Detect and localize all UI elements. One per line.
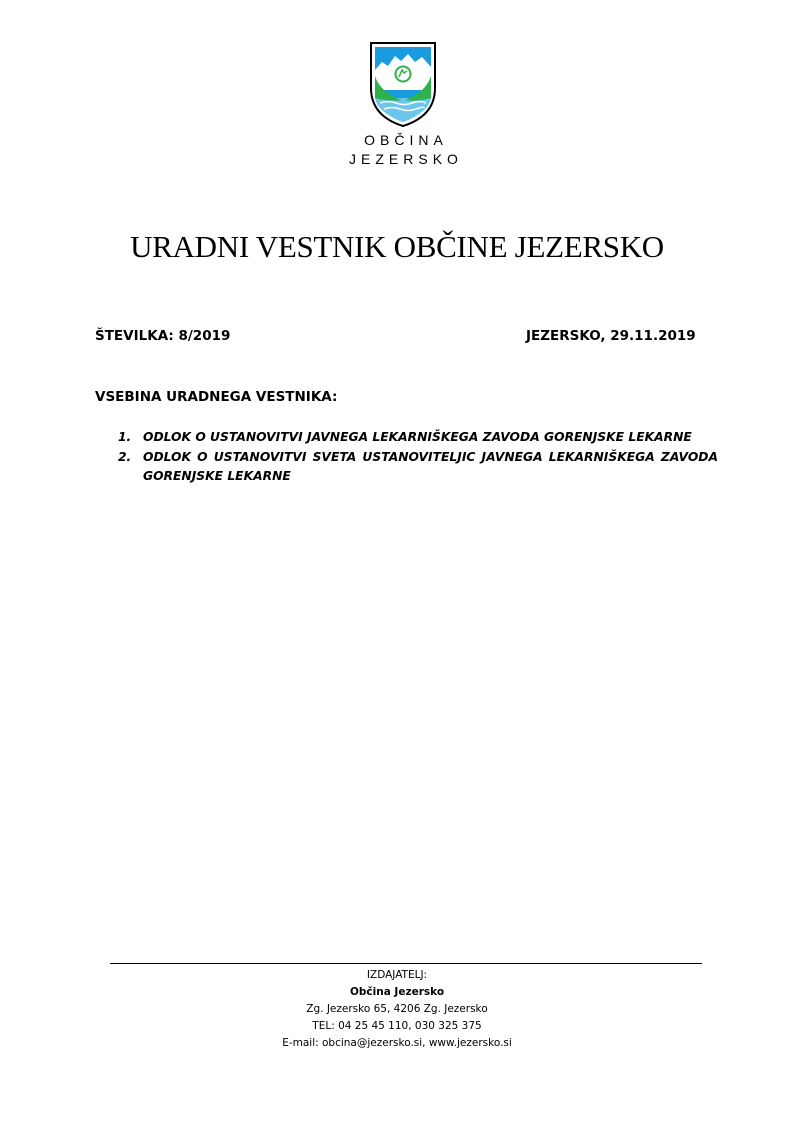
- issue-number: ŠTEVILKA: 8/2019: [95, 328, 231, 344]
- publisher-address: Zg. Jezersko 65, 4206 Zg. Jezersko: [306, 1003, 488, 1015]
- place-and-date: JEZERSKO, 29.11.2019: [526, 328, 696, 344]
- publisher-email-web: E-mail: obcina@jezersko.si, www.jezersko.si: [282, 1037, 512, 1049]
- publisher-name: Občina Jezersko: [349, 986, 445, 998]
- list-item: [118, 428, 718, 448]
- municipality-name-line1: OBČINA: [364, 132, 448, 148]
- list-item-number: 1.: [118, 430, 132, 444]
- list-item: [118, 448, 718, 487]
- publisher-phone: TEL: 04 25 45 110, 030 325 375: [312, 1020, 482, 1032]
- footer: [0, 967, 794, 1052]
- coat-of-arms-icon: [368, 40, 438, 128]
- contents-list: [118, 428, 718, 487]
- contents-heading: VSEBINA URADNEGA VESTNIKA:: [95, 389, 338, 405]
- list-item-text: ODLOK O USTANOVITVI SVETA USTANOVITELJIC JAVNEGA LEKARNIŠKEGA ZAVODA GORENJSKE LEKARNE: [143, 449, 718, 483]
- publisher-label: IZDAJATELJ:: [366, 969, 428, 981]
- municipality-name-line2: JEZERSKO: [349, 151, 463, 167]
- list-item-text: ODLOK O USTANOVITVI JAVNEGA LEKARNIŠKEGA ZAVODA GORENJSKE LEKARNE: [143, 430, 692, 444]
- list-item-number: 2.: [118, 449, 132, 464]
- footer-divider: [110, 963, 702, 964]
- gazette-title: URADNI VESTNIK OBČINE JEZERSKO: [130, 229, 664, 264]
